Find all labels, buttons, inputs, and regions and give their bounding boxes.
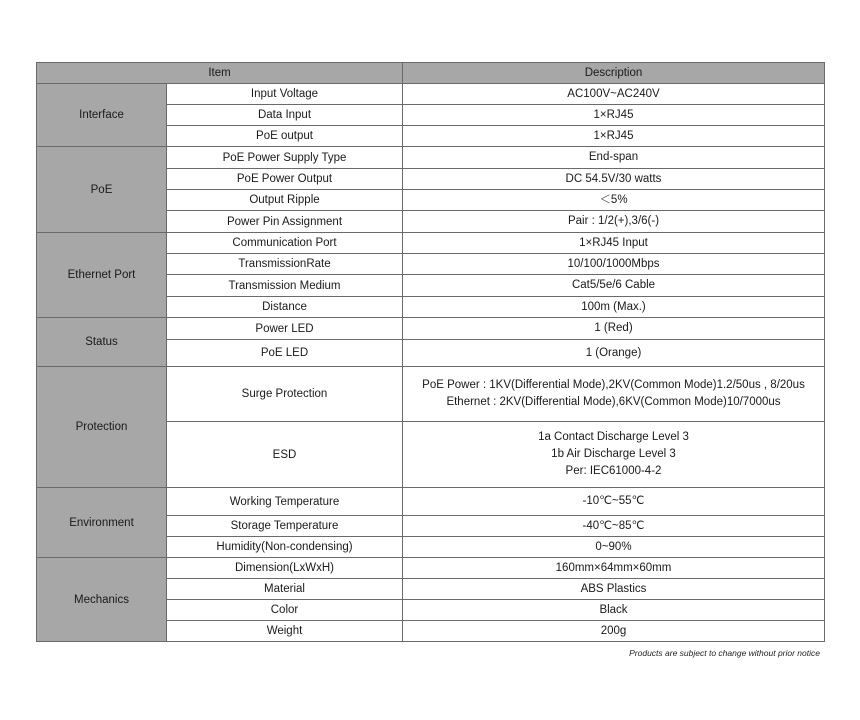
table-row	[37, 318, 825, 340]
description-line: Pair : 1/2(+),3/6(-)	[567, 215, 660, 227]
description-line: DC 54.5V/30 watts	[565, 172, 662, 185]
description-cell	[403, 211, 825, 233]
description-cell	[403, 297, 825, 318]
description-line: 0~90%	[595, 540, 632, 553]
header-description: Description	[403, 63, 825, 84]
item-cell: PoE output	[167, 126, 403, 147]
description-cell	[403, 105, 825, 126]
description-line: 200g	[600, 624, 627, 637]
description-line: ABS Plastics	[580, 582, 647, 595]
item-cell: Weight	[167, 621, 403, 642]
table-row	[37, 233, 825, 254]
item-cell: Humidity(Non-condensing)	[167, 537, 403, 558]
item-cell: Data Input	[167, 105, 403, 126]
description-cell	[403, 621, 825, 642]
description-cell	[403, 537, 825, 558]
description-line: PoE Power : 1KV(Differential Mode),2KV(Common Mode)1.2/50us , 8/20us	[422, 379, 805, 391]
item-cell: Power Pin Assignment	[167, 211, 403, 233]
group-label: PoE	[37, 147, 167, 233]
description-cell	[403, 422, 825, 488]
description-cell	[403, 516, 825, 537]
item-cell: ESD	[167, 422, 403, 488]
table-header-row	[37, 63, 825, 84]
header-item: Item	[37, 63, 403, 84]
item-cell: Communication Port	[167, 233, 403, 254]
description-cell	[403, 488, 825, 516]
item-cell: Material	[167, 579, 403, 600]
table-row	[37, 367, 825, 422]
description-cell	[403, 190, 825, 211]
item-cell: Dimension(LxWxH)	[167, 558, 403, 579]
description-cell	[403, 126, 825, 147]
item-cell: PoE LED	[167, 340, 403, 367]
description-line: 1×RJ45 Input	[579, 236, 648, 249]
spec-table	[36, 62, 825, 642]
description-cell	[403, 147, 825, 169]
table-row	[37, 147, 825, 169]
description-cell	[403, 340, 825, 367]
description-line: Per: IEC61000-4-2	[565, 465, 662, 477]
item-cell: Transmission Medium	[167, 275, 403, 297]
description-line: 10/100/1000Mbps	[567, 257, 660, 270]
description-cell	[403, 84, 825, 105]
description-cell	[403, 579, 825, 600]
description-cell	[403, 558, 825, 579]
description-line: Ethernet : 2KV(Differential Mode),6KV(Common Mode)10/7000us	[446, 396, 781, 408]
group-label: Interface	[37, 84, 167, 147]
item-cell: Distance	[167, 297, 403, 318]
footer-note: Products are subject to change without prior notice	[629, 648, 820, 658]
item-cell: Surge Protection	[167, 367, 403, 422]
group-label: Protection	[37, 367, 167, 488]
description-cell	[403, 367, 825, 422]
item-cell: PoE Power Supply Type	[167, 147, 403, 169]
description-line: 100m (Max.)	[581, 300, 646, 313]
item-cell: TransmissionRate	[167, 254, 403, 275]
description-line: Black	[599, 603, 628, 616]
group-label: Status	[37, 318, 167, 367]
description-line: ＜5%	[599, 193, 628, 206]
description-cell	[403, 318, 825, 340]
item-cell: Color	[167, 600, 403, 621]
spec-table-body	[37, 84, 825, 642]
description-line: 160mm×64mm×60mm	[555, 561, 672, 574]
description-cell	[403, 254, 825, 275]
item-cell: PoE Power Output	[167, 169, 403, 190]
table-row	[37, 84, 825, 105]
description-line: 1b Air Discharge Level 3	[551, 448, 676, 460]
table-row	[37, 558, 825, 579]
description-line: 1a Contact Discharge Level 3	[538, 431, 689, 443]
description-line: 1×RJ45	[593, 108, 634, 121]
description-line: Cat5/5e/6 Cable	[571, 279, 656, 291]
description-cell	[403, 275, 825, 297]
description-line: -40℃~85℃	[582, 519, 645, 532]
description-line: 1 (Red)	[594, 322, 633, 334]
description-line: 1×RJ45	[593, 129, 634, 142]
item-cell: Output Ripple	[167, 190, 403, 211]
item-cell: Input Voltage	[167, 84, 403, 105]
description-cell	[403, 600, 825, 621]
description-line: AC100V~AC240V	[567, 87, 660, 100]
description-line: End-span	[588, 151, 639, 163]
description-line: 1 (Orange)	[585, 346, 642, 359]
group-label: Mechanics	[37, 558, 167, 642]
group-label: Ethernet Port	[37, 233, 167, 318]
item-cell: Working Temperature	[167, 488, 403, 516]
item-cell: Storage Temperature	[167, 516, 403, 537]
description-cell	[403, 233, 825, 254]
description-cell	[403, 169, 825, 190]
group-label: Environment	[37, 488, 167, 558]
item-cell: Power LED	[167, 318, 403, 340]
table-row	[37, 488, 825, 516]
description-line: -10℃~55℃	[582, 495, 645, 507]
